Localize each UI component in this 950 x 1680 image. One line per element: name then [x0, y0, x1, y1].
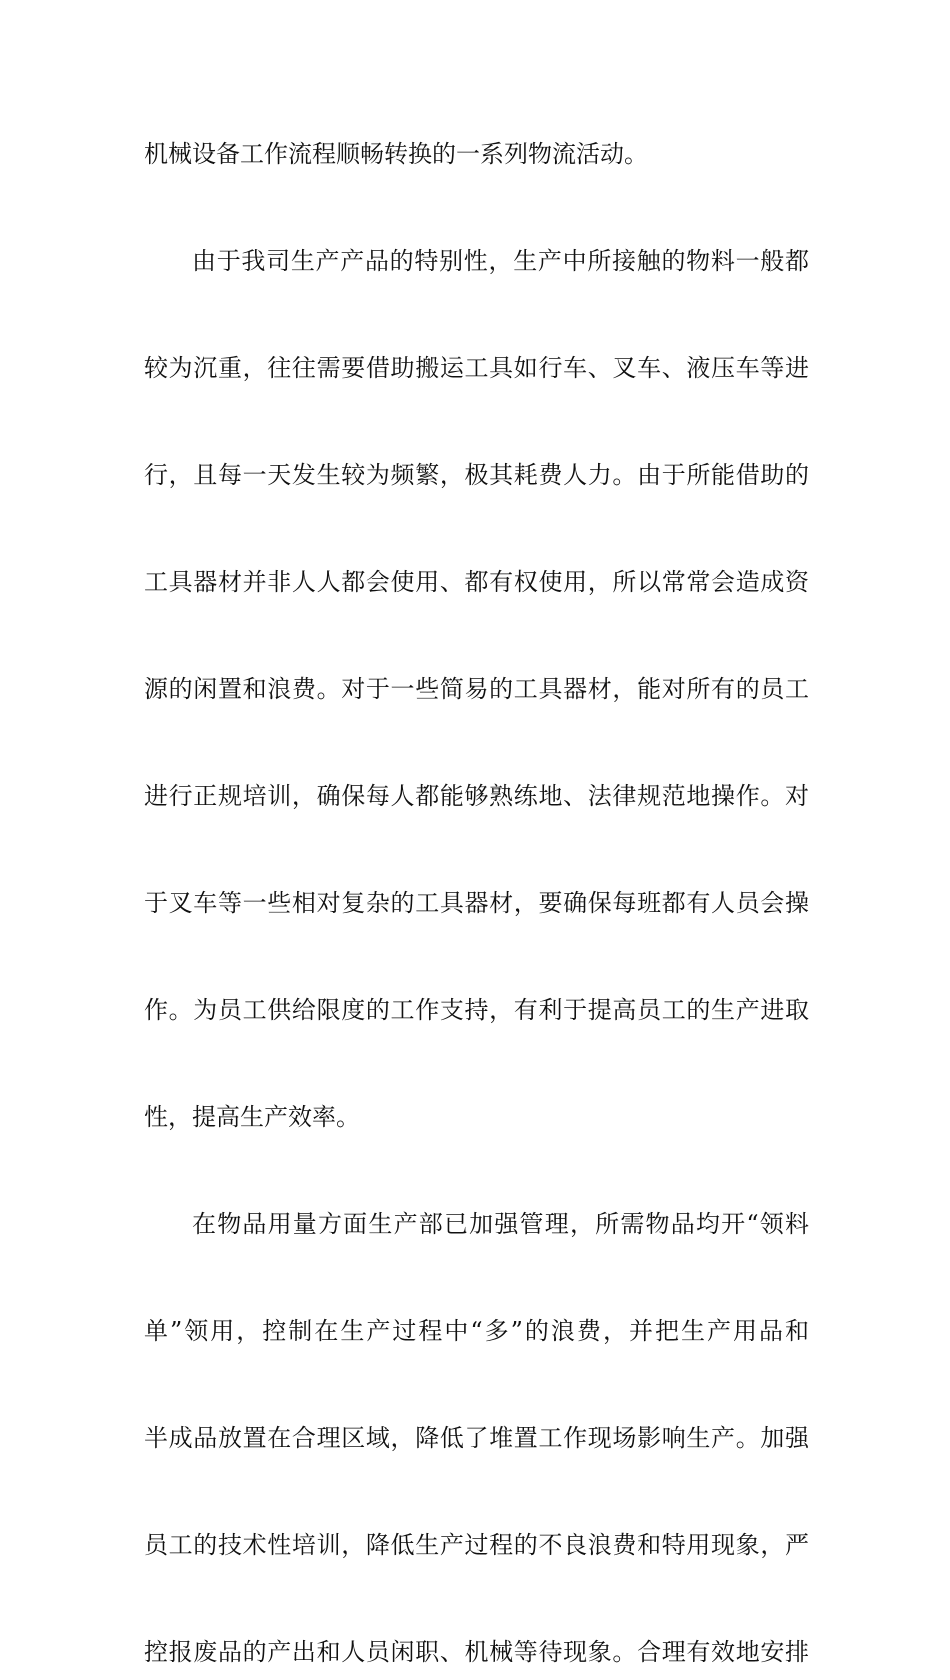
text-line: 较为沉重，往往需要借助搬运工具如行车、叉车、液压车等进 — [144, 354, 809, 382]
text-line: 源的闲置和浪费。对于一些简易的工具器材，能对所有的员工 — [144, 675, 809, 703]
blank-line — [144, 1359, 809, 1413]
text-line: 控报废品的产出和人员闲职、机械等待现象。合理有效地安排 — [144, 1638, 809, 1666]
blank-line — [144, 1466, 809, 1520]
blank-line — [144, 1573, 809, 1627]
blank-line — [144, 1145, 809, 1199]
text-line: 由于我司生产产品的特别性，生产中所接触的物料一般都 — [192, 247, 809, 275]
text-line: 单”领用，控制在生产过程中“多”的浪费，并把生产用品和 — [144, 1317, 809, 1345]
blank-line — [144, 396, 809, 450]
body-text — [144, 128, 809, 1680]
text-line: 在物品用量方面生产部已加强管理，所需物品均开“领料 — [192, 1210, 809, 1238]
text-line: 于叉车等一些相对复杂的工具器材，要确保每班都有人员会操 — [144, 889, 809, 917]
text-line: 机械设备工作流程顺畅转换的一系列物流活动。 — [144, 140, 648, 168]
blank-line — [144, 824, 809, 878]
blank-line — [144, 717, 809, 771]
blank-line — [144, 1252, 809, 1306]
blank-line — [144, 1038, 809, 1092]
blank-line — [144, 289, 809, 343]
text-line: 工具器材并非人人都会使用、都有权使用，所以常常会造成资 — [144, 568, 809, 596]
blank-line — [144, 182, 809, 236]
text-line: 作。为员工供给限度的工作支持，有利于提高员工的生产进取 — [144, 996, 809, 1024]
text-line: 进行正规培训，确保每人都能够熟练地、法律规范地操作。对 — [144, 782, 809, 810]
text-line: 员工的技术性培训，降低生产过程的不良浪费和特用现象，严 — [144, 1531, 809, 1559]
text-line: 性，提高生产效率。 — [144, 1103, 360, 1131]
text-line: 半成品放置在合理区域，降低了堆置工作现场影响生产。加强 — [144, 1424, 809, 1452]
blank-line — [144, 931, 809, 985]
text-line: 行，且每一天发生较为频繁，极其耗费人力。由于所能借助的 — [144, 461, 809, 489]
blank-line — [144, 610, 809, 664]
blank-line — [144, 503, 809, 557]
